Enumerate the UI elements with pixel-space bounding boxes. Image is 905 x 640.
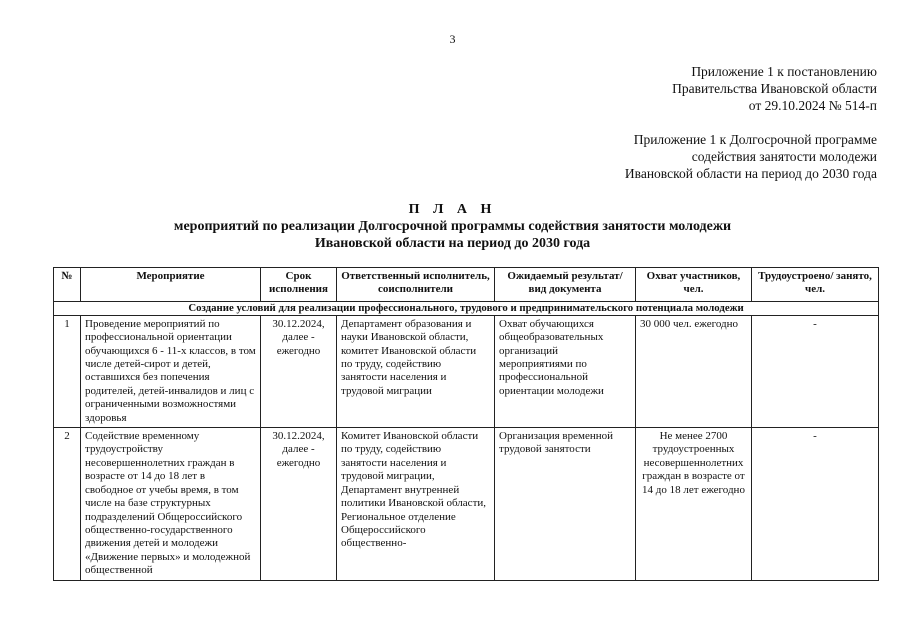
column-header-number: №: [54, 268, 81, 302]
table-section-row: [54, 301, 879, 315]
column-header-result: Ожидаемый результат/ вид документа: [495, 268, 636, 302]
column-header-employed: Трудоустроено/ занято, чел.: [752, 268, 879, 302]
row-result: Организация временной трудовой занятости: [495, 428, 636, 580]
annex-decree-line: от 29.10.2024 № 514-п: [748, 98, 877, 113]
column-header-executor: Ответственный исполнитель, соисполнители: [337, 268, 495, 302]
column-header-deadline: Срок исполнения: [261, 268, 337, 302]
annex-program-line: Приложение 1 к Долгосрочной программе: [633, 132, 877, 147]
row-event: Проведение мероприятий по профессиональной ориентации обучающихся 6 - 11-х классов, в том числе детей-сирот и детей, оставшихся без попечения родителей, детей-инвалидов и лиц с ограниченными возможностями здоровья: [81, 315, 261, 427]
column-header-coverage: Охват участников, чел.: [636, 268, 752, 302]
page-number: 3: [449, 32, 456, 46]
row-deadline: 30.12.2024, далее - ежегодно: [261, 428, 337, 580]
row-coverage: 30 000 чел. ежегодно: [636, 315, 752, 427]
row-result: Охват обучающихся общеобразовательных организаций мероприятиями по профессиональной ориентации молодежи: [495, 315, 636, 427]
document-title: [0, 201, 905, 252]
annex-decree-block: [672, 63, 877, 114]
annex-decree-line: Правительства Ивановской области: [672, 81, 877, 96]
annex-program-line: Ивановской области на период до 2030 года: [624, 166, 877, 181]
title-line: Ивановской области на период до 2030 года: [314, 236, 591, 251]
column-header-event: Мероприятие: [81, 268, 261, 302]
row-coverage: Не менее 2700 трудоустроенных несовершеннолетних граждан в возрасте от 14 до 18 лет ежегодно: [636, 428, 752, 580]
row-executor: Департамент образования и науки Ивановской области, комитет Ивановской области по труду, содействию занятости населения и трудовой миграции: [337, 315, 495, 427]
row-number: 2: [54, 428, 81, 580]
title-line: мероприятий по реализации Долгосрочной программы содействия занятости молодежи: [173, 219, 732, 234]
page-bottom-cutoff: [0, 582, 905, 640]
row-deadline: 30.12.2024, далее - ежегодно: [261, 315, 337, 427]
row-event: Содействие временному трудоустройству несовершеннолетних граждан в возрасте от 14 до 18 лет в свободное от учебы время, в том числе на базе структурных подразделений Общероссийского общественно-государственного движения детей и молодежи «Движение первых» и молодежной общественной: [81, 428, 261, 580]
annex-program-block: [625, 131, 877, 182]
row-employed: -: [752, 315, 879, 427]
annex-program-line: содействия занятости молодежи: [691, 149, 877, 164]
table-header-row: [54, 268, 879, 302]
plan-table: [53, 267, 879, 581]
title-plan: П Л А Н: [408, 202, 497, 217]
row-number: 1: [54, 315, 81, 427]
row-executor: Комитет Ивановской области по труду, содействию занятости населения и трудовой миграции, Департамент внутренней политики Ивановской области, Региональное отделение Общероссийского общественно-: [337, 428, 495, 580]
row-employed: -: [752, 428, 879, 580]
section-title: Создание условий для реализации профессионального, трудового и предпринимательского потенциала молодежи: [54, 301, 879, 315]
table-row: [54, 428, 879, 580]
annex-decree-line: Приложение 1 к постановлению: [691, 64, 877, 79]
table-row: [54, 315, 879, 427]
